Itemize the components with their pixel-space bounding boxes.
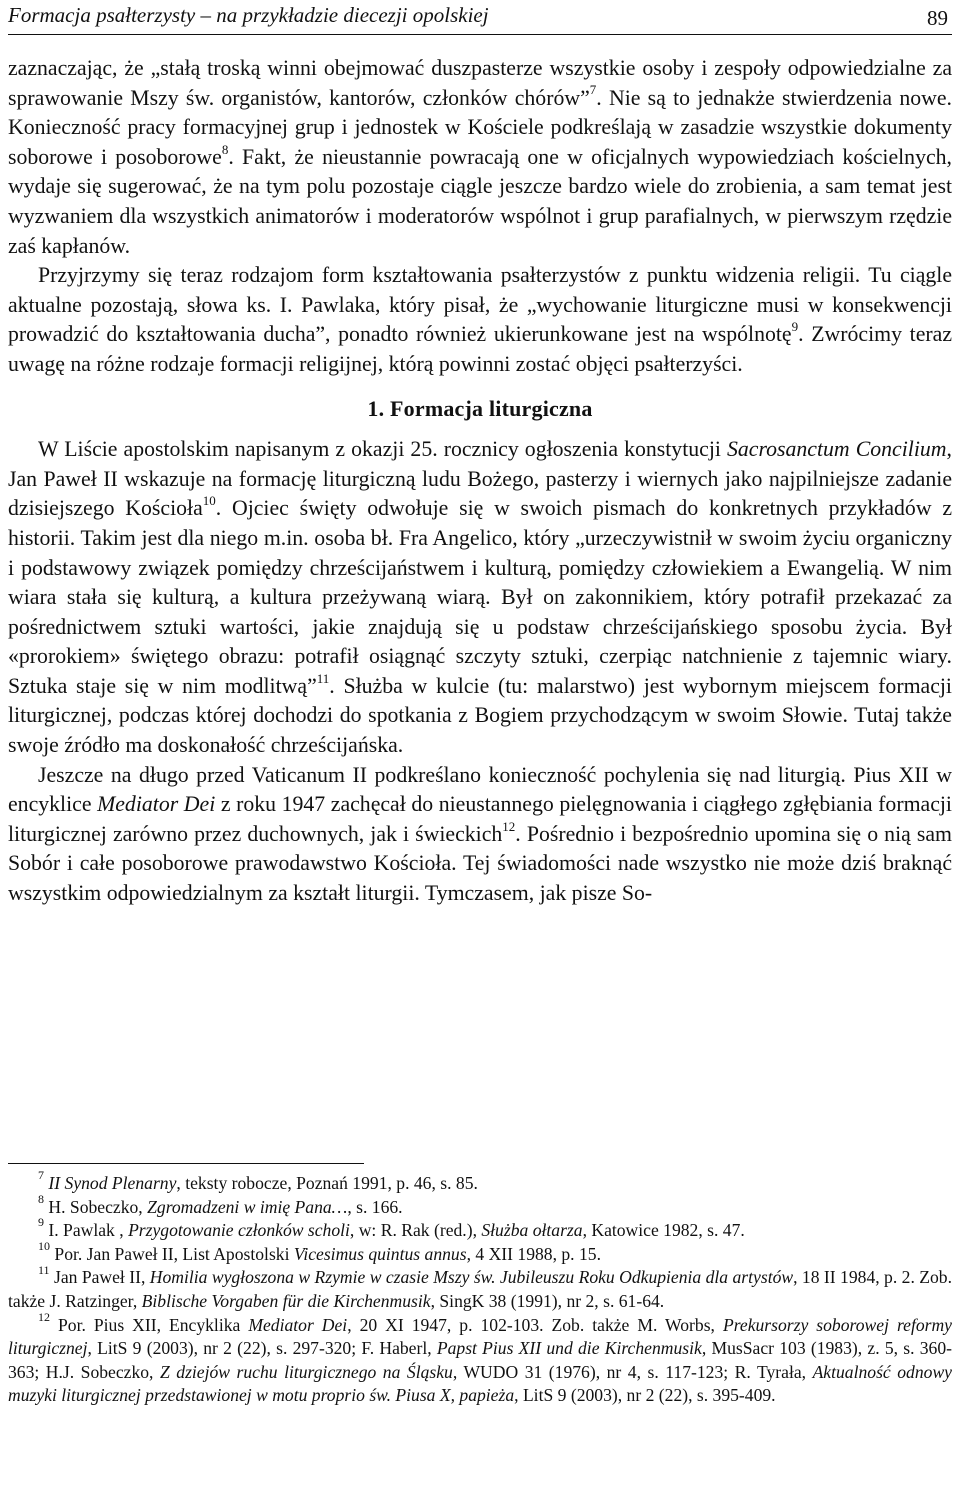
header-rule [8,34,952,35]
paragraph-4: Jeszcze na długo przed Vaticanum II podkreślano konieczność pochylenia się nad liturgią. Pius XII w encyklice Mediator Dei z roku 1947 zachęcał do nieustannego pielęgnowania i ciągłego zgłębiania formacji liturgicznej zarówno przez duchownych, jak i świeckich$^{12}$. Pośrednio i bezpośrednio upomina się o nią sam Sobór i całe posoborowe prawodawstwo Kościoła. Tej świadomości nade wszystko nie może dziś braknąć wszystkim odpowiedzialnym za kształt liturgii. Tymczasem, jak pisze So- [8,762,952,906]
paragraph-2: Przyjrzymy się teraz rodzajom form kształtowania psałterzystów z punktu widzenia religii. Tu ciągle aktualne pozostają, słowa ks. I. Pawlaka, który pisał, że „wychowanie liturgiczne musi w konsekwencji prowadzić do kształtowania ducha”, ponadto również ukierunkowane jest na wspólnotę$^9$. Zwrócimy teraz uwagę na różne rodzaje formacji religijnej, którą powinni zostać objęci psałterzyści. [8,263,952,376]
footnote-ref-9[interactable]: 9 [791,319,799,335]
footnotes [8,1168,952,1408]
footnote-8: $^8$ H. Sobeczko, Zgromadzeni w imię Pana…, s. 166. [38,1191,403,1217]
section-heading: 1. Formacja liturgiczna [367,395,593,421]
footnote-ref-12[interactable]: 12 [502,818,516,834]
footnote-9: $^9$ I. Pawlak , Przygotowanie członków scholi, w: R. Rak (red.), Służba ołtarza, Katowice 1982, s. 47. [38,1215,745,1241]
footnote-ref-10[interactable]: 10 [202,493,216,509]
footnote-ref-8[interactable]: 8 [221,141,229,157]
running-title: Formacja psałterzysty – na przykładzie diecezji opolskiej [8,3,489,27]
footnote-ref-7[interactable]: 7 [589,82,597,98]
footnote-7: $^7$ II Synod Plenarny, teksty robocze, Poznań 1991, p. 46, s. 85. [38,1168,478,1193]
footnote-ref-11[interactable]: 11 [316,670,330,686]
running-header [8,2,952,30]
paragraph-1: zaznaczając, że „stałą troską winni obejmować duszpasterze wszystkie osoby i zespoły odpowiedzialne za sprawowanie Mszy św. organistów, kantorów, członków chórów”$^7$. Nie są to jednakże stwierdzenia nowe. Konieczność pracy formacyjnej grup i jednostek w Kościele podkreślają w zasadzie wszystkie dokumenty soborowe i posoborowe$^8$. Fakt, że nieustannie powracają one w oficjalnych wypowiedziach kościelnych, wydaje się sugerować, że na tym polu pozostaje ciągle jeszcze bardzo wiele do zrobienia, a sam temat jest wyzwaniem dla wszystkich animatorów i moderatorów wspólnot i grup parafialnych, w pierwszym rzędzie zaś kapłanów. [8,56,953,258]
main-text [8,54,952,909]
footnote-10: $^{10}$ Por. Jan Paweł II, List Apostolski Vicesimus quintus annus, 4 XII 1988, p. 15. [38,1238,601,1264]
page-number: 89 [927,6,948,30]
footnote-11: $^{11}$ Jan Paweł II, Homilia wygłoszona w Rzymie w czasie Mszy św. Jubileuszu Roku Odkupienia dla artystów, 18 II 1984, p. 2. Zob. także J. Ratzinger, Biblische Vorgaben für die Kirchenmusik, SingK 38 (1991), nr 2, s. 61-64. [8,1262,952,1311]
paragraph-3: W Liście apostolskim napisanym z okazji 25. rocznicy ogłoszenia konstytucji Sacrosanctum Concilium, Jan Paweł II wskazuje na formację liturgiczną ludu Bożego, pasterzy i wiernych jako najpilniejsze zadanie dzisiejszego Kościoła$^{10}$. Ojciec święty odwołuje się w swoich pismach do konkretnych przykładów z historii. Takim jest dla niego m.in. osoba bł. Fra Angelico, który „urzeczywistnił w swoim życiu organiczny i podstawowy związek pomiędzy chrześcijaństwem i kulturą, pomiędzy człowiekiem a Ewangelią. W nim wiara stała się kulturą, a kultura przeżywaną wiarą. Był on zakonnikiem, który potrafił przekazać za pośrednictwem sztuki wartości, jakie znajdują się u podstaw chrześcijańskiego sposobu życia. Był «prorokiem» świętego obrazu: potrafił osiągnąć szczyty sztuki, czerpiąc natchnienie z tajemnic wiary. Sztuka staje się w nim modlitwą”$^{11}$. Służba w kulcie (tu: malarstwo) jest wybornym miejscem formacji liturgicznej, podczas której dochodzi do spotkania z Bogiem przychodzącym w swoim Słowie. Tutaj także swoje źródło ma doskonałość chrześcijańska. [8,437,952,758]
footnote-rule [8,1163,364,1164]
footnote-12: $^{12}$ Por. Pius XII, Encyklika Mediator Dei, 20 XI 1947, p. 102-103. Zob. także M. Worbs, Prekursorzy soborowej reformy liturgicznej, LitS 9 (2003), nr 2 (22), s. 297-320; F. Haberl, Papst Pius XII und die Kirchenmusik, MusSacr 103 (1983), z. 5, s. 360-363; H.J. Sobeczko, Z dziejów ruchu liturgicznego na Śląsku, WUDO 31 (1976), nr 4, s. 117-123; R. Tyrała, Aktualność odnowy muzyki liturgicznej przedstawionej w motu proprio św. Piusa X, papieża, LitS 9 (2003), nr 2 (22), s. 395-409. [8,1309,952,1406]
